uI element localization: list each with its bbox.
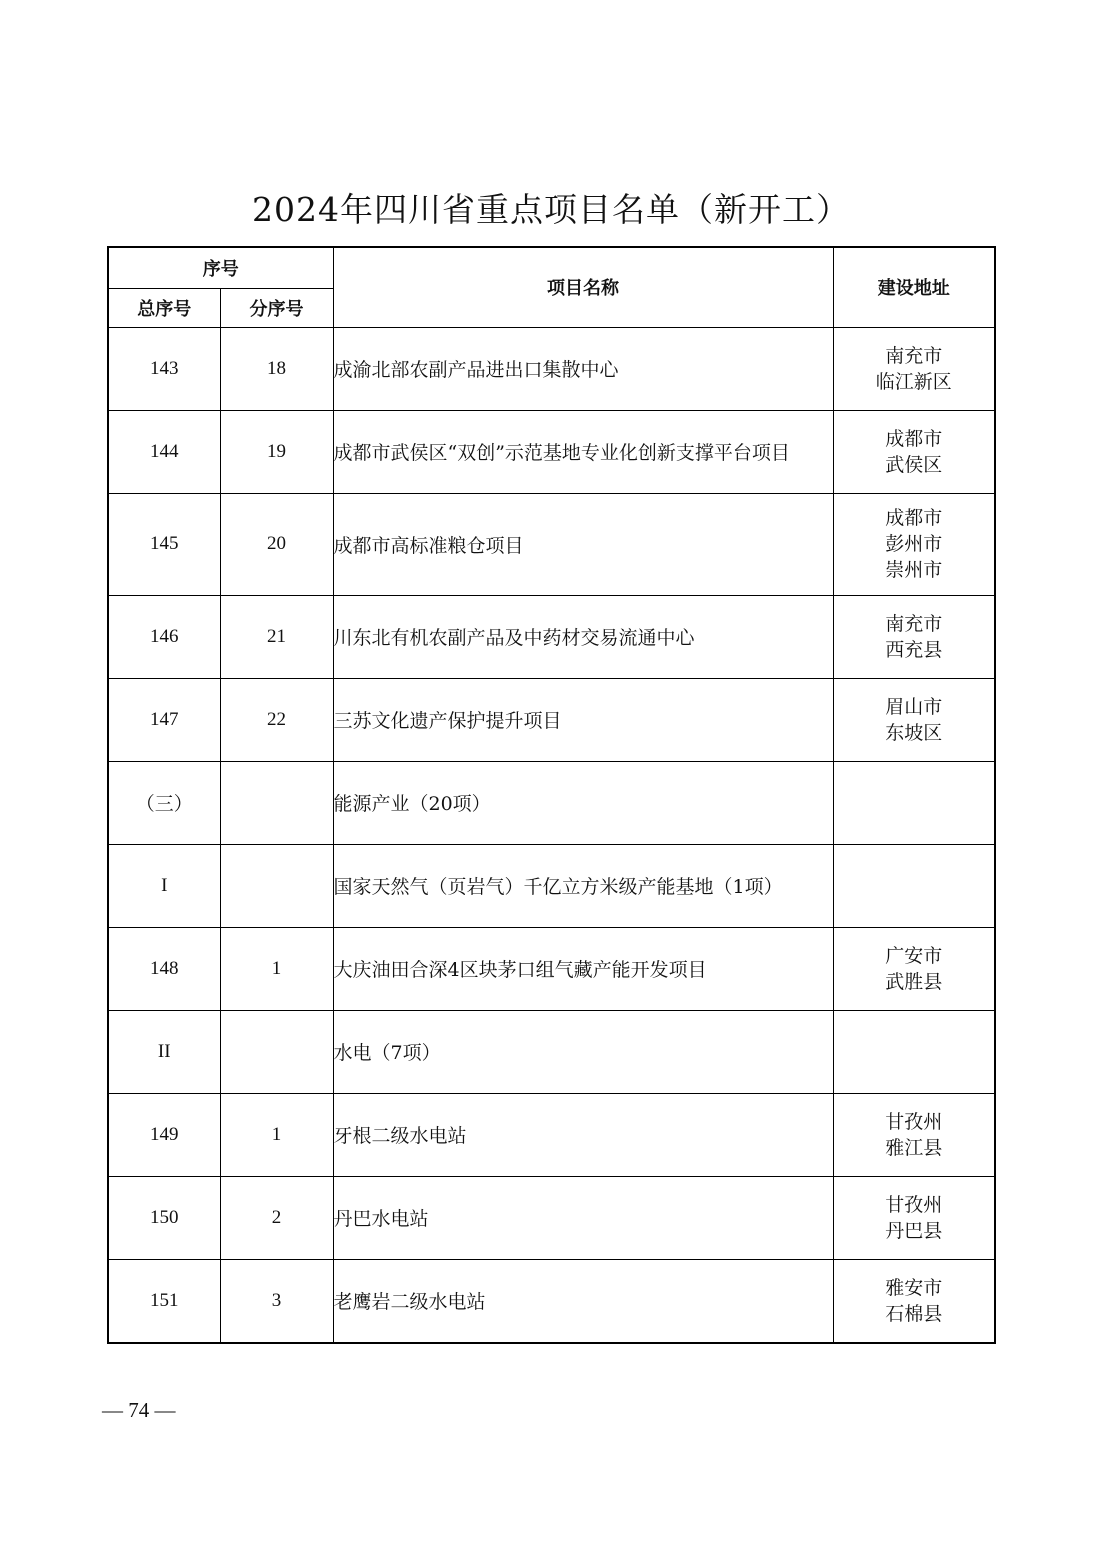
cell-location: [833, 1176, 995, 1259]
cell-location: [833, 678, 995, 761]
cell-location: [833, 844, 995, 927]
cell-project-name: 水电（7项）: [333, 1010, 833, 1093]
location-line: 南充市: [885, 344, 943, 367]
table-row: [108, 1259, 995, 1343]
cell-location: [833, 595, 995, 678]
table-row: [108, 595, 995, 678]
location-line: 雅安市: [885, 1276, 943, 1299]
location-line: 丹巴县: [885, 1219, 943, 1242]
cell-sub-seq: 21: [220, 595, 333, 678]
location-line: 南充市: [885, 612, 943, 635]
cell-total-seq: （三）: [108, 761, 220, 844]
cell-location: [833, 927, 995, 1010]
cell-location: [833, 493, 995, 595]
cell-sub-seq: [220, 761, 333, 844]
cell-total-seq: 151: [108, 1259, 220, 1343]
cell-sub-seq: 18: [220, 327, 333, 410]
table-row: [108, 410, 995, 493]
location-line: 彭州市: [885, 533, 943, 555]
location-line: 雅江县: [885, 1136, 943, 1159]
table-row: [108, 327, 995, 410]
cell-location: [833, 410, 995, 493]
table-row: [108, 844, 995, 927]
cell-location: [833, 761, 995, 844]
cell-total-seq: 149: [108, 1093, 220, 1176]
location-line: 广安市: [885, 944, 943, 967]
cell-project-name: 老鹰岩二级水电站: [333, 1259, 833, 1343]
table-row: [108, 678, 995, 761]
location-line: 西充县: [885, 638, 943, 661]
page-number: — 74 —: [102, 1398, 176, 1422]
cell-sub-seq: 1: [220, 927, 333, 1010]
cell-sub-seq: [220, 1010, 333, 1093]
cell-total-seq: 143: [108, 327, 220, 410]
table-row: [108, 493, 995, 595]
cell-sub-seq: 22: [220, 678, 333, 761]
cell-sub-seq: [220, 844, 333, 927]
cell-sub-seq: 1: [220, 1093, 333, 1176]
header-sub-seq: 分序号: [220, 288, 333, 327]
cell-total-seq: 150: [108, 1176, 220, 1259]
location-line: 武侯区: [885, 453, 943, 476]
cell-total-seq: 144: [108, 410, 220, 493]
location-line: 崇州市: [885, 559, 943, 581]
cell-sub-seq: 3: [220, 1259, 333, 1343]
location-line: 石棉县: [885, 1302, 943, 1325]
location-line: 甘孜州: [885, 1110, 943, 1133]
location-line: 甘孜州: [885, 1193, 943, 1216]
table-body: [108, 327, 995, 1343]
header-seq-group: 序号: [108, 247, 333, 288]
cell-project-name: 能源产业（20项）: [333, 761, 833, 844]
cell-total-seq: I: [108, 844, 220, 927]
cell-total-seq: 148: [108, 927, 220, 1010]
cell-project-name: 成都市高标准粮仓项目: [333, 493, 833, 595]
cell-total-seq: 146: [108, 595, 220, 678]
location-line: 东坡区: [885, 721, 943, 744]
table-row: [108, 761, 995, 844]
cell-sub-seq: 19: [220, 410, 333, 493]
cell-project-name: 国家天然气（页岩气）千亿立方米级产能基地（1项）: [333, 844, 833, 927]
table-header: [108, 247, 995, 327]
cell-location: [833, 1259, 995, 1343]
cell-sub-seq: 20: [220, 493, 333, 595]
table-row: [108, 1010, 995, 1093]
cell-total-seq: II: [108, 1010, 220, 1093]
table-row: [108, 1176, 995, 1259]
table-row: [108, 1093, 995, 1176]
cell-project-name: 丹巴水电站: [333, 1176, 833, 1259]
table-row: [108, 927, 995, 1010]
header-location: 建设地址: [833, 247, 995, 327]
cell-location: [833, 327, 995, 410]
cell-total-seq: 147: [108, 678, 220, 761]
cell-location: [833, 1093, 995, 1176]
cell-project-name: 成都市武侯区“双创”示范基地专业化创新支撑平台项目: [333, 410, 833, 493]
cell-project-name: 牙根二级水电站: [333, 1093, 833, 1176]
document-title: 2024年四川省重点项目名单（新开工）: [252, 190, 850, 229]
location-line: 临江新区: [875, 370, 952, 393]
location-line: 眉山市: [885, 695, 943, 718]
cell-project-name: 川东北有机农副产品及中药材交易流通中心: [333, 595, 833, 678]
cell-project-name: 大庆油田合深4区块茅口组气藏产能开发项目: [333, 927, 833, 1010]
cell-sub-seq: 2: [220, 1176, 333, 1259]
project-table: [107, 246, 996, 1344]
cell-project-name: 成渝北部农副产品进出口集散中心: [333, 327, 833, 410]
cell-location: [833, 1010, 995, 1093]
location-line: 成都市: [885, 507, 943, 529]
header-total-seq: 总序号: [108, 288, 220, 327]
cell-project-name: 三苏文化遗产保护提升项目: [333, 678, 833, 761]
location-line: 成都市: [885, 427, 943, 450]
header-project-name: 项目名称: [333, 247, 833, 327]
cell-total-seq: 145: [108, 493, 220, 595]
location-line: 武胜县: [885, 970, 943, 993]
